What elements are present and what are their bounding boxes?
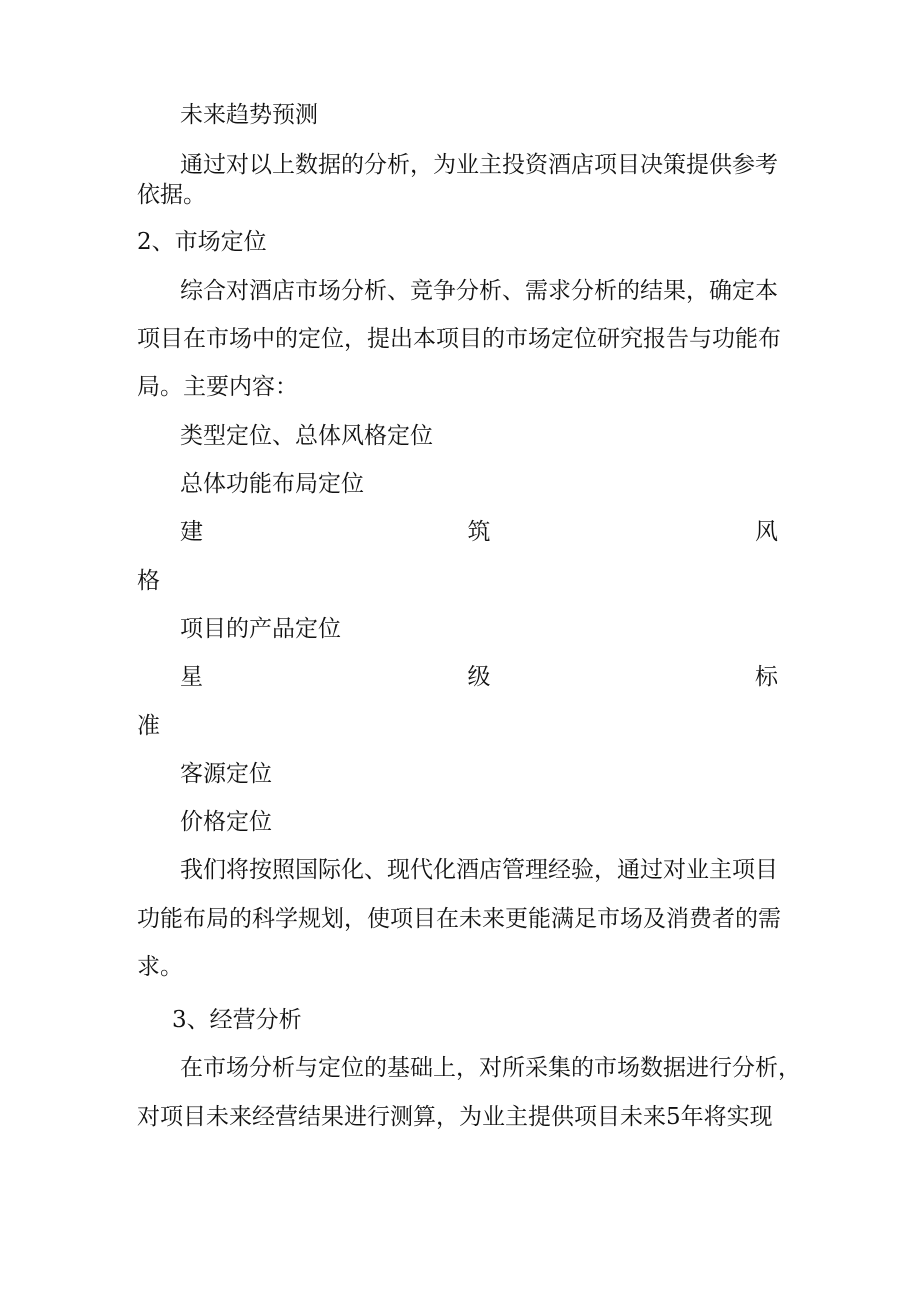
char: 风 — [755, 519, 778, 545]
char: 标 — [755, 664, 778, 690]
text-line: 综合对酒店市场分析、竞争分析、需求分析的结果，确定本 — [180, 278, 778, 304]
list-item: 总体功能布局定位 — [180, 471, 364, 497]
section-heading: 3、经营分析 — [172, 1007, 302, 1033]
text-line: 在市场分析与定位的基础上，对所采集的市场数据进行分析， — [180, 1055, 801, 1081]
list-item: 类型定位、总体风格定位 — [180, 423, 433, 449]
list-item: 项目的产品定位 — [180, 616, 341, 642]
section-heading: 2、市场定位 — [137, 229, 267, 255]
list-item: 客源定位 — [180, 761, 272, 787]
char: 级 — [467, 664, 491, 690]
text-line: 准 — [137, 713, 160, 739]
text-line: 我们将按照国际化、现代化酒店管理经验，通过对业主项目 — [180, 857, 778, 883]
text-line: 依据。 — [137, 182, 206, 208]
text-line: 未来趋势预测 — [180, 102, 318, 128]
justified-line-building-style — [180, 517, 778, 547]
char: 星 — [180, 664, 203, 690]
char: 筑 — [467, 519, 491, 545]
list-item: 价格定位 — [180, 809, 272, 835]
text-line: 格 — [137, 568, 160, 594]
text-line: 局。主要内容： — [137, 374, 298, 400]
char: 建 — [180, 519, 203, 545]
text-line: 项目在市场中的定位，提出本项目的市场定位研究报告与功能布 — [137, 326, 781, 352]
text-line: 功能布局的科学规划，使项目在未来更能满足市场及消费者的需 — [137, 906, 781, 932]
text-line: 对项目未来经营结果进行测算，为业主提供项目未来5年将实现 — [137, 1104, 773, 1130]
text-line: 通过对以上数据的分析，为业主投资酒店项目决策提供参考 — [180, 152, 778, 178]
text-line: 求。 — [137, 954, 183, 980]
justified-line-star-standard — [180, 662, 778, 692]
